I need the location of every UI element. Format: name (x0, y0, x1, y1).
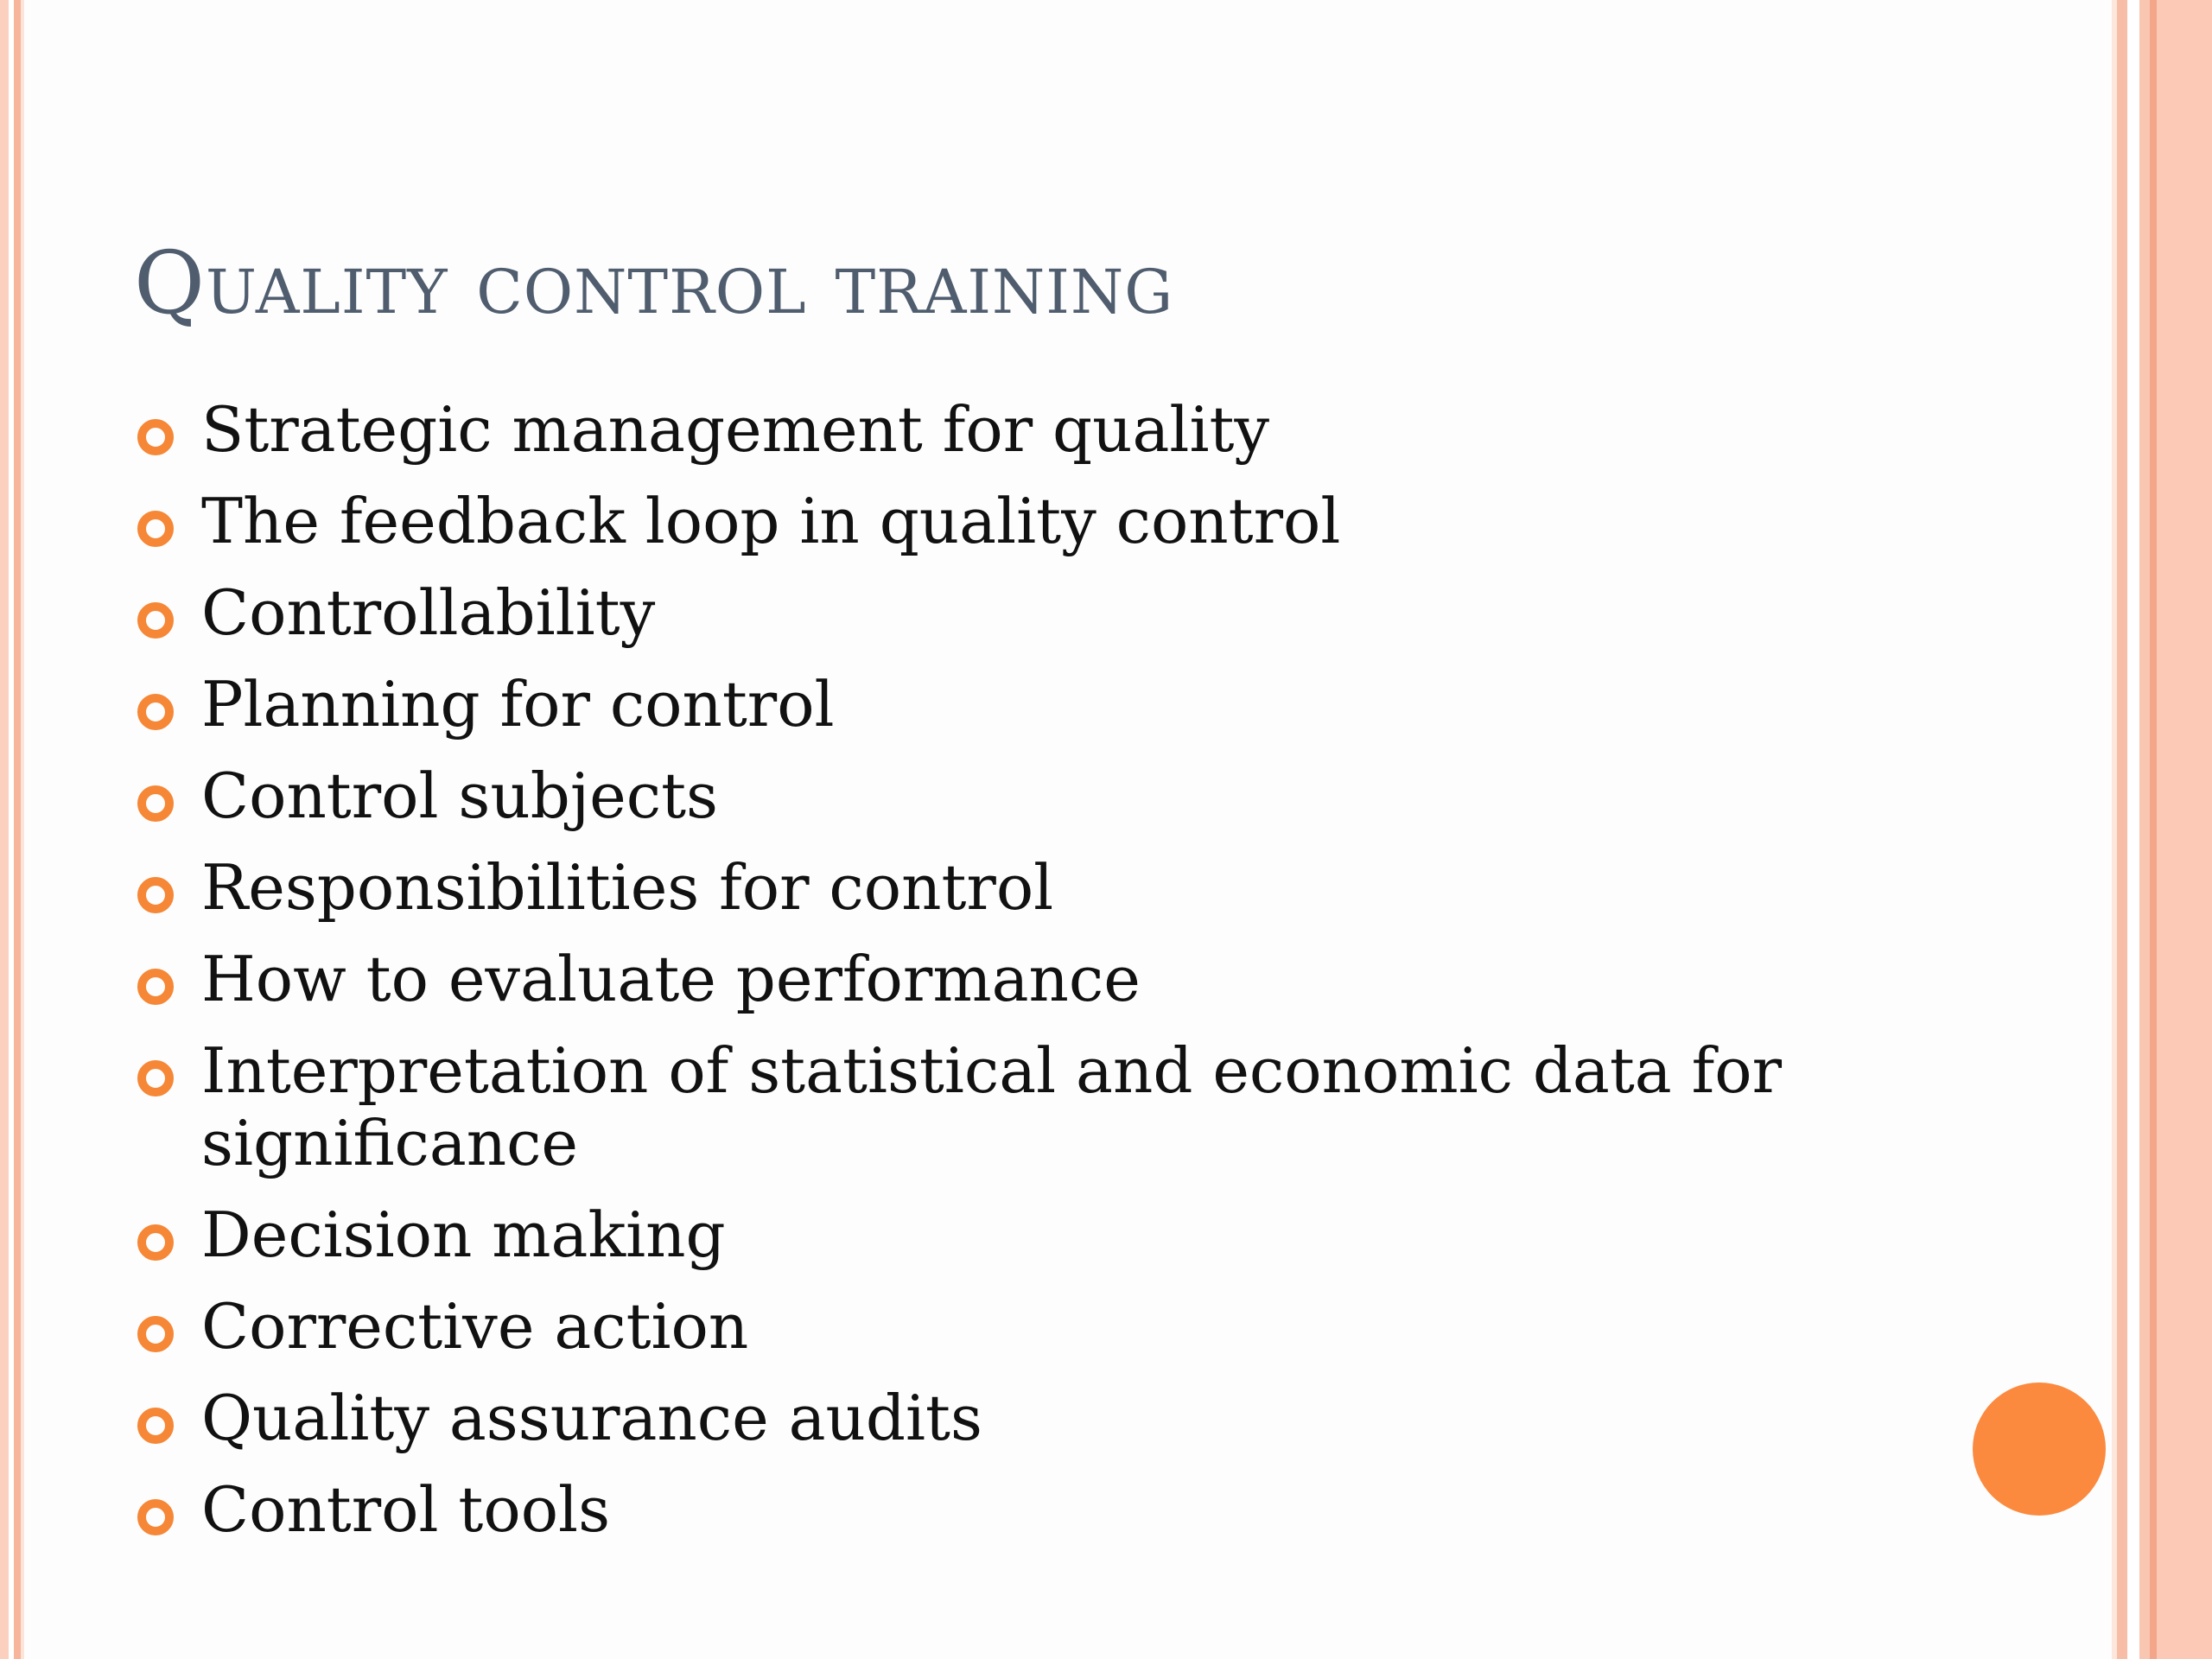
list-item-text: Quality assurance audits (201, 1382, 982, 1454)
bullet-circle-icon (137, 1499, 174, 1535)
bullet-circle-icon (137, 419, 174, 455)
list-item-text: Controllability (201, 576, 656, 649)
list-item-text: Responsibilities for control (201, 851, 1054, 924)
right-border-stripe (2139, 0, 2150, 1659)
list-item-text: Planning for control (201, 668, 835, 741)
decorative-orange-circle (1973, 1382, 2106, 1516)
bullet-circle-icon (137, 785, 174, 822)
right-border-stripe (2117, 0, 2127, 1659)
list-item-text: Control subjects (201, 760, 718, 832)
right-border-gap (2127, 0, 2139, 1659)
list-item-text: Strategic management for quality (201, 393, 1270, 466)
bullet-circle-icon (137, 877, 174, 913)
list-item-text: Interpretation of statistical and economic data for significance (201, 1034, 1783, 1179)
left-border-stripe (14, 0, 21, 1659)
bullet-circle-icon (137, 1316, 174, 1352)
bullet-circle-icon (137, 1060, 174, 1096)
bullet-circle-icon (137, 694, 174, 730)
list-item-text: How to evaluate performance (201, 943, 1141, 1015)
right-border-stripe (2150, 0, 2157, 1659)
bullet-circle-icon (137, 1224, 174, 1261)
list-item-text: Corrective action (201, 1290, 749, 1363)
bullet-circle-icon (137, 602, 174, 639)
list-item-text: Decision making (201, 1198, 726, 1271)
left-border-stripe (0, 0, 9, 1659)
bullet-circle-icon (137, 511, 174, 547)
slide-title: Quality control training (134, 232, 1174, 334)
list-item-text: The feedback loop in quality control (201, 485, 1341, 557)
left-border-stripe (21, 0, 24, 1659)
right-border-band (2157, 0, 2212, 1659)
bullet-circle-icon (137, 969, 174, 1005)
bullet-circle-icon (137, 1408, 174, 1444)
list-item-text: Control tools (201, 1473, 611, 1546)
